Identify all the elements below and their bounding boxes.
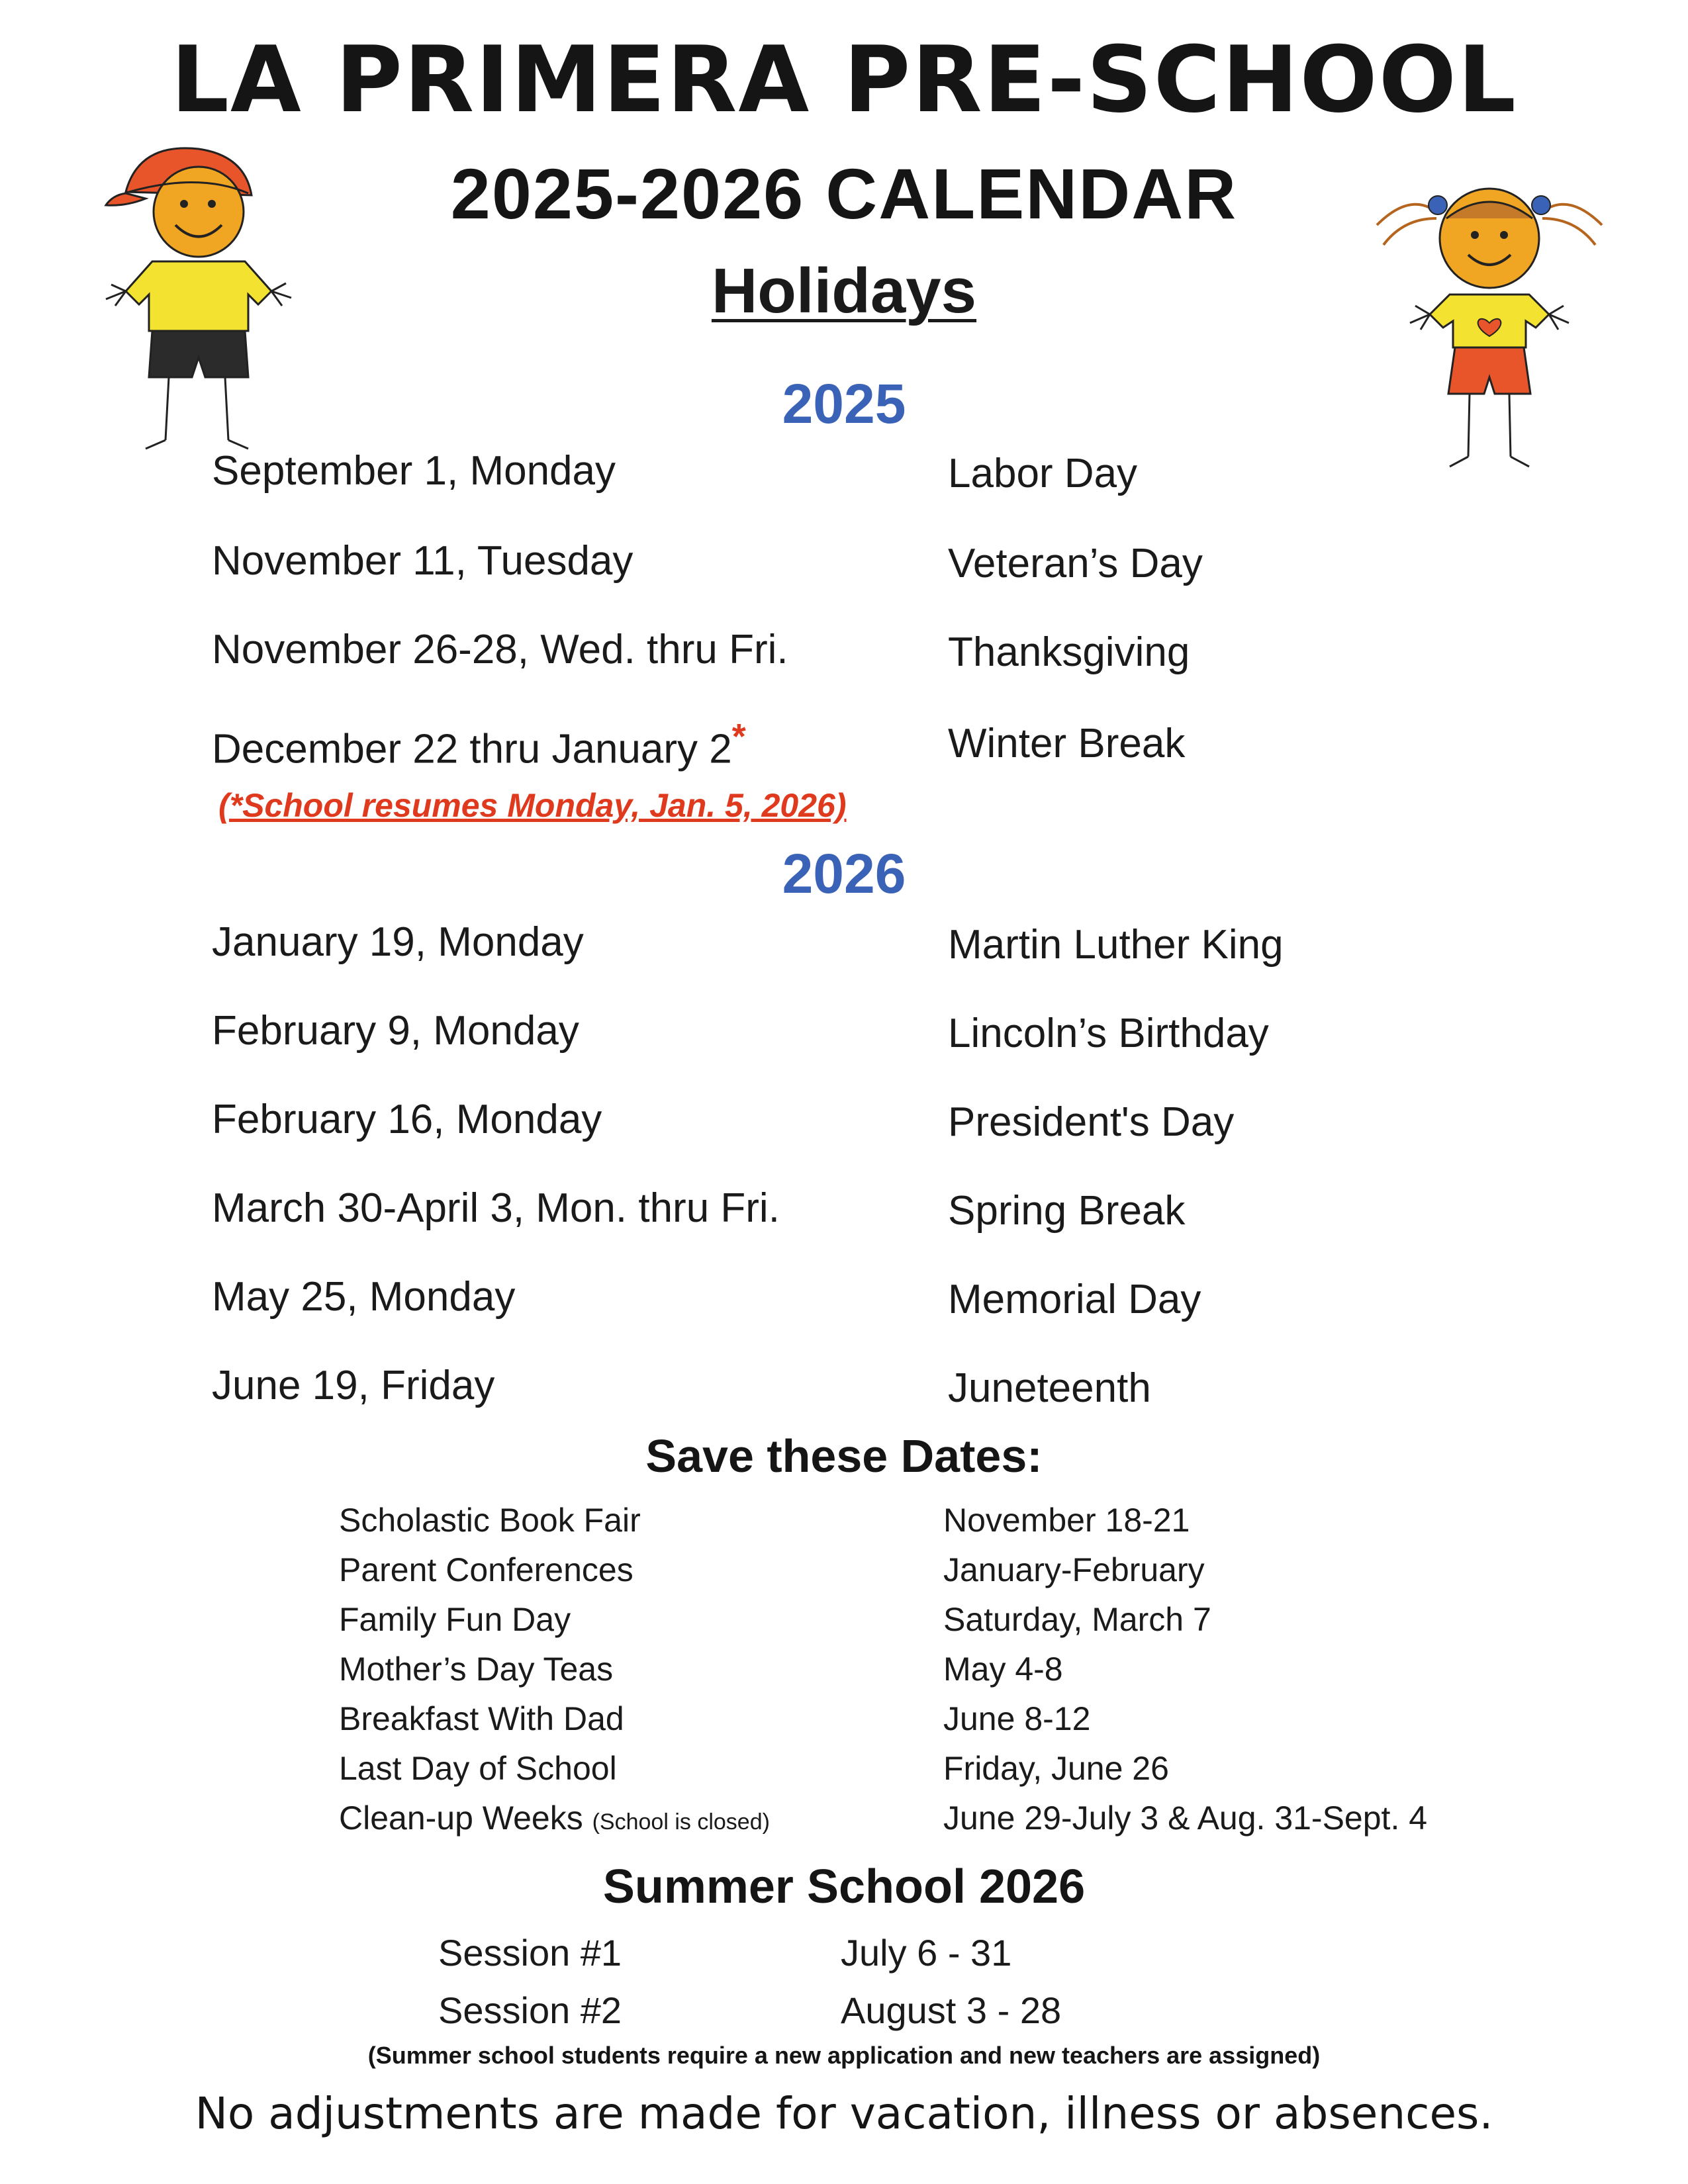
holidays-heading-text: Holidays: [711, 255, 977, 326]
holiday-name: Martin Luther King: [948, 922, 1284, 968]
holiday-name: Winter Break: [948, 721, 1186, 766]
event-name-row: [339, 1799, 770, 1837]
year-2026-heading: 2026: [782, 842, 906, 905]
year-2025-heading: 2025: [782, 373, 906, 435]
holiday-date: December 22 thru January 2: [212, 726, 732, 772]
holiday-date: February 9, Monday: [212, 1008, 579, 1054]
event-date: June 8-12: [943, 1700, 1091, 1737]
no-adjustments-note: No adjustments are made for vacation, illness or absences.: [195, 2088, 1493, 2139]
summer-school-heading: Summer School 2026: [602, 1860, 1086, 1913]
asterisk-marker: *: [731, 717, 746, 756]
event-date: Saturday, March 7: [943, 1601, 1211, 1638]
holiday-name: Thanksgiving: [948, 629, 1190, 675]
girl-illustration-icon: [1357, 165, 1622, 496]
session-name: Session #2: [438, 1989, 622, 2031]
holiday-date-row: [212, 716, 746, 773]
holiday-date: March 30-April 3, Mon. thru Fri.: [212, 1185, 780, 1231]
event-name: Scholastic Book Fair: [339, 1502, 641, 1539]
holiday-name: Memorial Day: [948, 1277, 1201, 1322]
event-name: Clean-up Weeks: [339, 1799, 583, 1837]
holiday-date: January 19, Monday: [212, 919, 584, 965]
holiday-date: November 11, Tuesday: [212, 538, 633, 584]
holiday-date: June 19, Friday: [212, 1363, 495, 1408]
holiday-name: Labor Day: [948, 451, 1138, 496]
school-closed-note: (School is closed): [592, 1809, 770, 1835]
holiday-date: November 26-28, Wed. thru Fri.: [212, 627, 788, 672]
summer-application-note: (Summer school students require a new application and new teachers are assigned): [367, 2042, 1321, 2069]
holiday-date: September 1, Monday: [212, 448, 616, 494]
event-date: Friday, June 26: [943, 1750, 1169, 1787]
session-name: Session #1: [438, 1932, 622, 1974]
event-date: June 29-July 3 & Aug. 31-Sept. 4: [943, 1799, 1428, 1837]
event-name: Breakfast With Dad: [339, 1700, 624, 1737]
holiday-date: February 16, Monday: [212, 1097, 602, 1142]
holiday-name: Lincoln’s Birthday: [948, 1011, 1269, 1056]
session-dates: August 3 - 28: [841, 1989, 1062, 2031]
event-date: November 18-21: [943, 1502, 1190, 1539]
holiday-name: Veteran’s Day: [948, 541, 1203, 586]
holiday-name: President's Day: [948, 1099, 1235, 1145]
event-name: Family Fun Day: [339, 1601, 571, 1638]
holiday-date: May 25, Monday: [212, 1274, 516, 1320]
holiday-name: Juneteenth: [948, 1365, 1151, 1411]
holiday-name: Spring Break: [948, 1188, 1186, 1234]
event-date: May 4-8: [943, 1651, 1063, 1688]
event-name: Last Day of School: [339, 1750, 617, 1787]
session-dates: July 6 - 31: [841, 1932, 1012, 1974]
event-name: Mother’s Day Teas: [339, 1651, 614, 1688]
event-name: Parent Conferences: [339, 1551, 633, 1588]
school-resumes-note: (*School resumes Monday, Jan. 5, 2026): [218, 787, 847, 824]
calendar-subtitle: 2025-2026 CALENDAR: [450, 154, 1238, 234]
save-dates-heading: Save these Dates:: [645, 1430, 1043, 1482]
event-date: January-February: [943, 1551, 1205, 1588]
page-title: LA PRIMERA PRE-SCHOOL: [171, 26, 1517, 133]
